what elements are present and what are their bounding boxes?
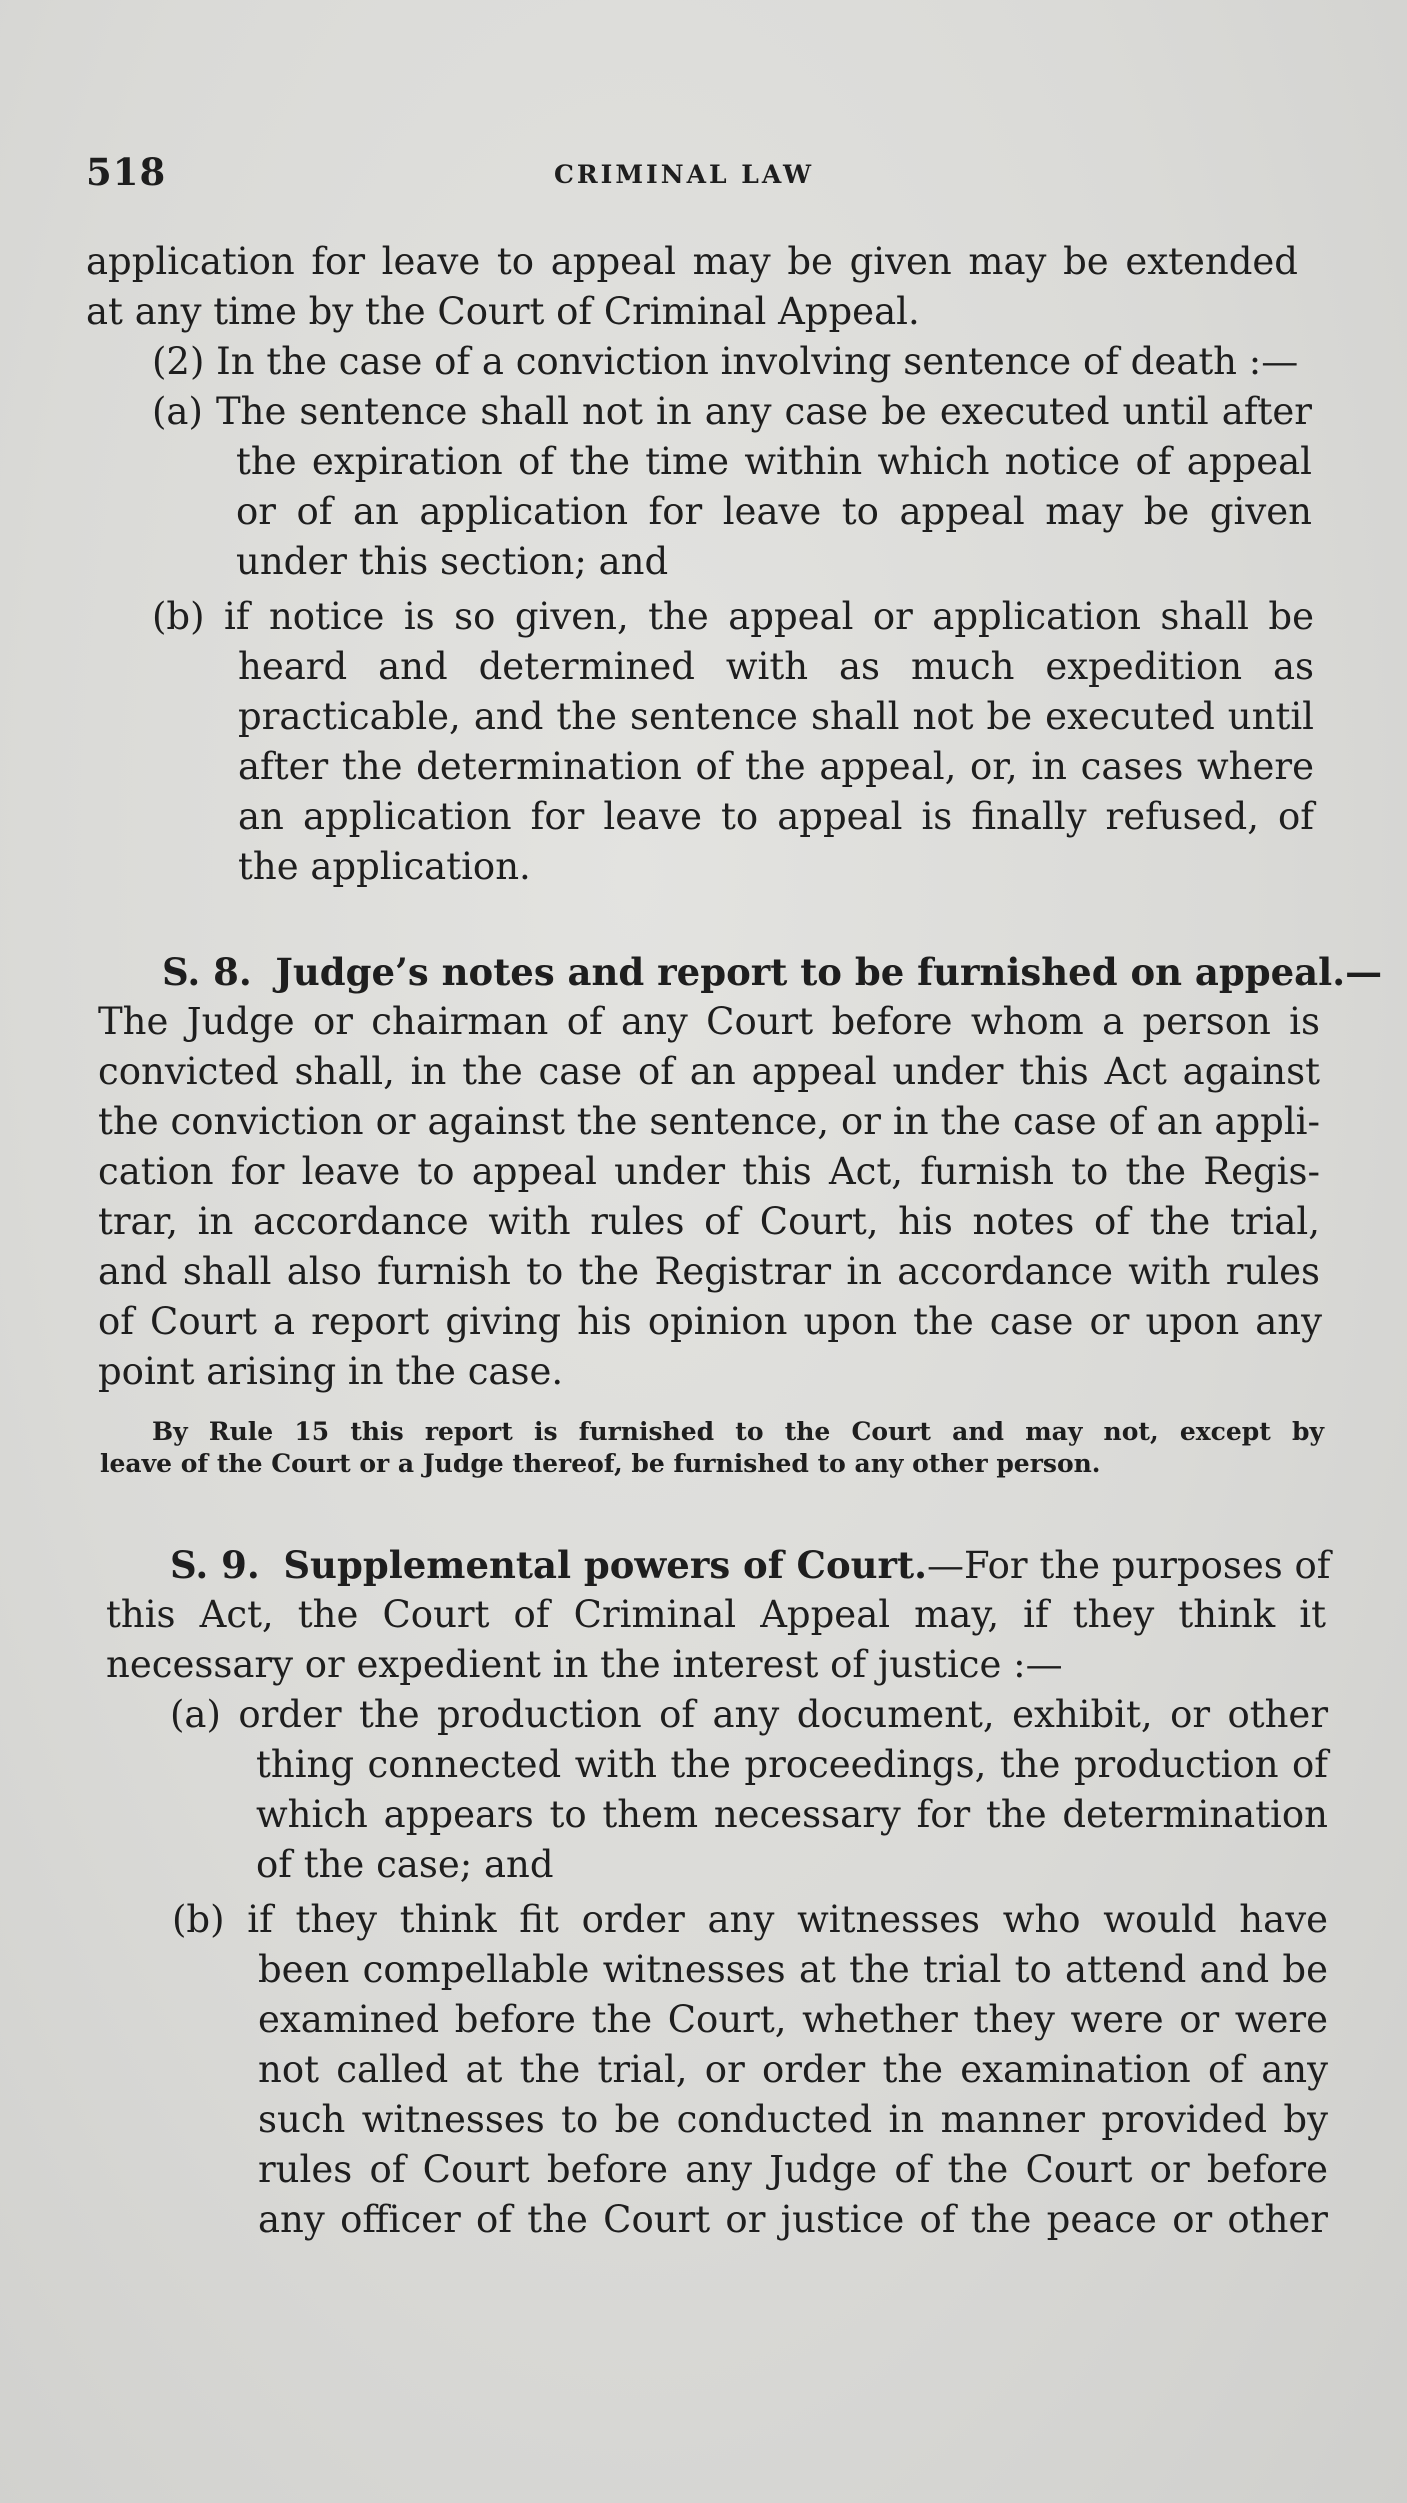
section-8-line: The Judge or chairman of any Court before whom a person is: [98, 1000, 1320, 1043]
section-8-line: the conviction or against the sentence, or in the case of an appli-: [98, 1100, 1320, 1143]
section-9-item-b-line: been compellable witnesses at the trial to attend and be: [258, 1948, 1328, 1991]
section-9-number: S. 9.: [170, 1543, 260, 1587]
section-8-title: Judge’s notes and report to be furnished on appeal.—: [275, 950, 1383, 994]
section-9-line: necessary or expedient in the interest of justice :—: [106, 1643, 1063, 1686]
section-8-line: trar, in accordance with rules of Court, his notes of the trial,: [98, 1200, 1320, 1243]
section-9-item-a-line: (a) order the production of any document, exhibit, or other: [170, 1693, 1328, 1736]
section-9-item-b-line: examined before the Court, whether they were or were: [258, 1998, 1328, 2041]
page-header: [86, 150, 1306, 210]
list-item-b-line: the application.: [238, 845, 531, 888]
section-9-title: Supplemental powers of Court.: [283, 1543, 927, 1587]
section-8-line: point arising in the case.: [98, 1350, 564, 1393]
section-8-heading: [162, 948, 1383, 997]
section-8-number: S. 8.: [162, 950, 252, 994]
list-item-b-line: an application for leave to appeal is finally refused, of: [238, 795, 1314, 838]
section-9-item-b-line: rules of Court before any Judge of the Court or before: [258, 2148, 1328, 2191]
text-line: application for leave to appeal may be given may be extended: [86, 240, 1298, 283]
section-9-heading-tail: —For the purposes of: [927, 1544, 1331, 1587]
running-head: CRIMINAL LAW: [554, 160, 815, 189]
section-9-item-b-line: any officer of the Court or justice of the peace or other: [258, 2198, 1328, 2241]
subsection-intro: (2) In the case of a conviction involving sentence of death :—: [152, 340, 1299, 383]
list-item-a-line: or of an application for leave to appeal may be given: [236, 490, 1312, 533]
list-item-b-line: after the determination of the appeal, or, in cases where: [238, 745, 1314, 788]
section-9-item-b-line: (b) if they think fit order any witnesses who would have: [172, 1898, 1328, 1941]
page-number: 518: [86, 150, 167, 194]
list-item-b-line: practicable, and the sentence shall not be executed until: [238, 695, 1314, 738]
section-9-item-a-line: of the case; and: [256, 1843, 554, 1886]
list-item-a-line: the expiration of the time within which notice of appeal: [236, 440, 1312, 483]
section-9-item-b-line: such witnesses to be conducted in manner provided by: [258, 2098, 1328, 2141]
section-8-line: of Court a report giving his opinion upon the case or upon any: [98, 1300, 1322, 1343]
section-9-heading: [170, 1541, 1331, 1590]
list-item-b-line: heard and determined with as much expedition as: [238, 645, 1314, 688]
list-item-a-line: (a) The sentence shall not in any case be executed until after: [152, 390, 1312, 433]
section-9-item-b-line: not called at the trial, or order the examination of any: [258, 2048, 1328, 2091]
list-item-a-line: under this section; and: [236, 540, 669, 583]
section-8-note: leave of the Court or a Judge thereof, be furnished to any other person.: [100, 1449, 1101, 1478]
section-9-item-a-line: which appears to them necessary for the determination: [256, 1793, 1328, 1836]
section-8-line: and shall also furnish to the Registrar in accordance with rules: [98, 1250, 1320, 1293]
section-9-item-a-line: thing connected with the proceedings, the production of: [256, 1743, 1328, 1786]
list-item-b-line: (b) if notice is so given, the appeal or application shall be: [152, 595, 1314, 638]
section-9-line: this Act, the Court of Criminal Appeal may, if they think it: [106, 1593, 1326, 1636]
text-line: at any time by the Court of Criminal Appeal.: [86, 290, 920, 333]
section-8-line: convicted shall, in the case of an appeal under this Act against: [98, 1050, 1320, 1093]
section-8-line: cation for leave to appeal under this Act, furnish to the Regis-: [98, 1150, 1320, 1193]
section-8-note: By Rule 15 this report is furnished to the Court and may not, except by: [152, 1417, 1324, 1446]
